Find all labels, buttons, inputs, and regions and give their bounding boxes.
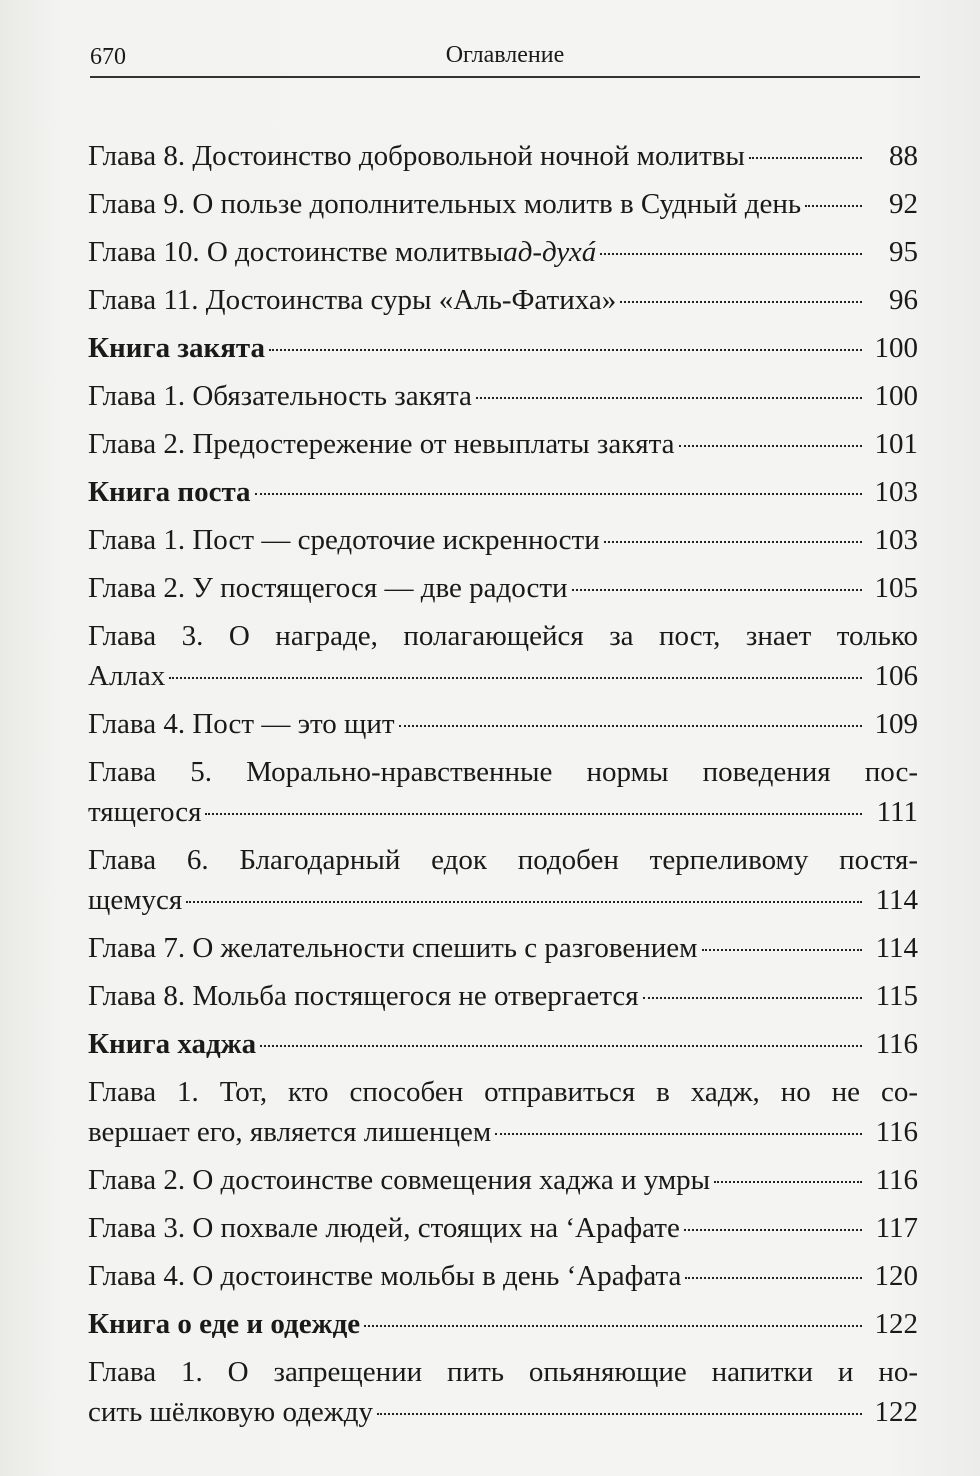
toc-entry-title: Глава 5. Морально-нравственные нормы поведения пос-	[88, 756, 918, 788]
toc-entry-title: Глава 4. О достоинстве мольбы в день ‘Арафата	[88, 1260, 682, 1292]
toc-entry-title: Глава 2. У постящегося — две радости	[88, 572, 568, 604]
toc-page-number: 116	[875, 1164, 918, 1196]
toc-page-number: 111	[876, 796, 918, 828]
toc-entry-title: Глава 10. О достоинстве молитвы	[88, 236, 504, 268]
toc-entry-title-continuation: щемуся	[88, 884, 183, 916]
toc-chapter-entry	[88, 424, 918, 464]
toc-entry-title: Глава 1. Тот, кто способен отправиться в хадж, но не со-	[88, 1076, 918, 1108]
toc-page-number: 114	[875, 884, 918, 916]
toc-chapter-entry	[88, 976, 918, 1016]
toc-page-number: 100	[874, 380, 918, 412]
toc-chapter-entry	[88, 1208, 918, 1248]
toc-page-number: 115	[875, 980, 918, 1012]
dot-leader	[679, 444, 862, 447]
running-title: Оглавление	[445, 42, 565, 68]
toc-book-entry	[88, 1024, 918, 1064]
dot-leader	[269, 348, 862, 351]
toc-chapter-entry	[88, 136, 918, 176]
dot-leader	[714, 1180, 862, 1183]
toc-page-number: 100	[874, 332, 918, 364]
toc-entry-title: Глава 1. Обязательность закята	[88, 380, 472, 412]
dot-leader	[604, 540, 862, 543]
toc-page-number: 117	[875, 1212, 918, 1244]
toc-entry-title-continuation: тящегося	[88, 796, 202, 828]
dot-leader	[684, 1228, 862, 1231]
toc-entry-title: Глава 1. О запрещении пить опьяняющие напитки и но-	[88, 1356, 918, 1388]
toc-entry-title: Книга о еде и одежде	[88, 1308, 361, 1340]
dot-leader	[476, 396, 862, 399]
toc-entry-title: Глава 3. О похвале людей, стоящих на ‘Арафате	[88, 1212, 680, 1244]
toc-chapter-entry	[88, 520, 918, 560]
dot-leader	[260, 1044, 862, 1047]
dot-leader	[255, 492, 862, 495]
toc-entry-title-italic: ад-духá	[503, 236, 597, 268]
toc-page-number: 96	[889, 284, 918, 316]
toc-chapter-entry	[88, 928, 918, 968]
toc-entry-title: Глава 8. Достоинство добровольной ночной молитвы	[88, 140, 745, 172]
toc-entry-title: Глава 9. О пользе дополнительных молитв в Судный день	[88, 188, 802, 220]
toc-entry-title: Глава 11. Достоинства суры «Аль-Фатиха»	[88, 284, 617, 316]
page-header	[90, 40, 920, 78]
dot-leader	[186, 900, 862, 903]
toc-chapter-entry	[88, 704, 918, 744]
page-number: 670	[90, 44, 126, 70]
toc-book-entry	[88, 472, 918, 512]
toc-entry-title: Глава 8. Мольба постящегося не отвергается	[88, 980, 639, 1012]
toc-entry-title-continuation: сить шёлковую одежду	[88, 1396, 374, 1428]
toc-page-number: 88	[889, 140, 918, 172]
toc-entry-title: Книга закята	[88, 332, 266, 364]
toc-page-number: 114	[875, 932, 918, 964]
toc-entry-title-continuation: Аллах	[88, 660, 166, 692]
toc-chapter-entry	[88, 752, 918, 832]
toc-entry-title: Книга хаджа	[88, 1028, 257, 1060]
dot-leader	[600, 252, 862, 255]
dot-leader	[399, 724, 862, 727]
dot-leader	[620, 300, 862, 303]
toc-page-number: 116	[875, 1028, 918, 1060]
dot-leader	[377, 1412, 862, 1415]
toc-entry-title: Глава 2. Предостережение от невыплаты закята	[88, 428, 675, 460]
toc-chapter-entry	[88, 280, 918, 320]
toc-entry-title: Глава 4. Пост — это щит	[88, 708, 395, 740]
toc-page-number: 106	[874, 660, 918, 692]
dot-leader	[364, 1324, 862, 1327]
toc-page-number: 109	[874, 708, 918, 740]
toc-page-number: 116	[875, 1116, 918, 1148]
toc-page-number: 103	[874, 476, 918, 508]
toc-entry-title: Книга поста	[88, 476, 251, 508]
toc-chapter-entry	[88, 1352, 918, 1432]
dot-leader	[749, 156, 862, 159]
toc-page-number: 92	[889, 188, 918, 220]
toc-chapter-entry	[88, 616, 918, 696]
toc-page-number: 105	[874, 572, 918, 604]
toc-page-number: 101	[874, 428, 918, 460]
dot-leader	[643, 996, 862, 999]
toc-page-number: 95	[889, 236, 918, 268]
toc-chapter-entry	[88, 184, 918, 224]
toc-entry-title: Глава 1. Пост — средоточие искренности	[88, 524, 600, 556]
dot-leader	[495, 1132, 862, 1135]
dot-leader	[169, 676, 862, 679]
toc-chapter-entry	[88, 232, 918, 272]
toc-page-number: 103	[874, 524, 918, 556]
dot-leader	[685, 1276, 862, 1279]
toc-chapter-entry	[88, 1072, 918, 1152]
toc-chapter-entry	[88, 568, 918, 608]
dot-leader	[805, 204, 862, 207]
toc-chapter-entry	[88, 376, 918, 416]
toc-book-entry	[88, 328, 918, 368]
dot-leader	[572, 588, 862, 591]
toc-page-number: 120	[874, 1260, 918, 1292]
toc-entry-title: Глава 2. О достоинстве совмещения хаджа и умры	[88, 1164, 711, 1196]
toc-entry-title: Глава 7. О желательности спешить с разговением	[88, 932, 698, 964]
toc-page-number: 122	[874, 1308, 918, 1340]
toc-book-entry	[88, 1304, 918, 1344]
toc-chapter-entry	[88, 1256, 918, 1296]
dot-leader	[205, 812, 862, 815]
toc-chapter-entry	[88, 840, 918, 920]
toc-entry-title: Глава 6. Благодарный едок подобен терпеливому постя-	[88, 844, 918, 876]
toc-page-number: 122	[874, 1396, 918, 1428]
table-of-contents	[88, 136, 918, 1440]
toc-chapter-entry	[88, 1160, 918, 1200]
toc-entry-title: Глава 3. О награде, полагающейся за пост, знает только	[88, 620, 918, 652]
dot-leader	[702, 948, 862, 951]
toc-entry-title-continuation: вершает его, является лишенцем	[88, 1116, 492, 1148]
